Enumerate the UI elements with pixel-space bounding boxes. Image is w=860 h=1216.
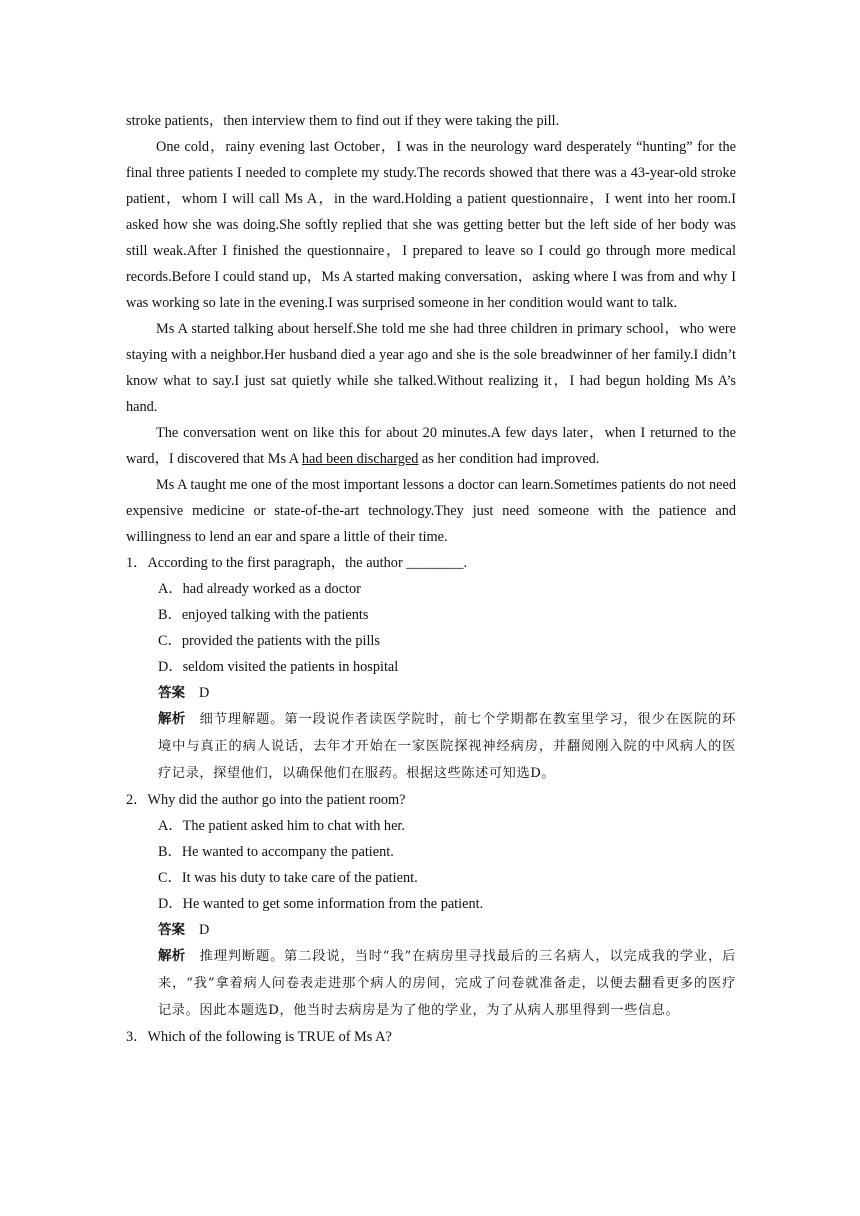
question-2-explanation (126, 943, 736, 1024)
passage-paragraph-hunting: One cold，rainy evening last October，I was in the neurology ward desperately “hunting” for the final three patients I needed to complete my study.The records showed that there was a 43-year-old stroke patient，whom I will call Ms A，in the ward.Holding a patient questionnaire，I went into her room.I asked how she was doing.She softly replied that she was getting better but the left side of her body was still weak.After I finished the questionnaire，I prepared to leave so I could go through more medical records.Before I could stand up，Ms A started making conversation，asking where I was from and why I was working so late in the evening.I was surprised someone in her condition would want to talk. (126, 139, 736, 311)
passage-paragraph-discharged (126, 420, 736, 472)
explanation-text: 细节理解题。第一段说作者读医学院时，前七个学期都在教室里学习，很少在医院的环境中与真正的病人说话，去年才开始在一家医院探视神经病房，并翻阅刚入院的中风病人的医疗记录，探望他们，以确保他们在服药。根据这些陈述可知选D。 (158, 712, 737, 781)
question-1-answer (126, 680, 736, 706)
answer-label: 答案 (158, 922, 185, 938)
question-2-option-c: C．It was his duty to take care of the patient. (158, 870, 418, 886)
question-2-option-a: A．The patient asked him to chat with her. (158, 818, 405, 834)
passage-text: as her condition had improved. (418, 451, 600, 467)
question-3-stem: 3．Which of the following is TRUE of Ms A? (126, 1029, 392, 1045)
question-1-option-a: A．had already worked as a doctor (158, 581, 361, 597)
answer-label: 答案 (158, 685, 185, 701)
question-2-stem: 2．Why did the author go into the patient room? (126, 792, 406, 808)
explanation-label: 解析 (158, 948, 186, 964)
question-2-option-d: D．He wanted to get some information from the patient. (158, 896, 484, 912)
answer-value: D (199, 922, 210, 938)
question-1-option-c: C．provided the patients with the pills (158, 633, 380, 649)
question-2-answer (126, 917, 736, 943)
passage-paragraph-herself: Ms A started talking about herself.She told me she had three children in primary school，who were staying with a neighbor.Her husband died a year ago and she is the sole breadwinner of her family.I didn’t know what to say.I just sat quietly while she talked.Without realizing it，I had begun holding Ms A’s hand. (126, 321, 736, 415)
explanation-text: 推理判断题。第二段说，当时“我”在病房里寻找最后的三名病人，以完成我的学业，后来，“我”拿着病人问卷表走进那个病人的房间，完成了问卷就准备走，以便去翻看更多的医疗记录。因此本题选D，他当时去病房是为了他的学业，为了从病人那里得到一些信息。 (158, 949, 736, 1018)
question-2-option-b: B．He wanted to accompany the patient. (158, 844, 394, 860)
answer-value: D (199, 685, 210, 701)
explanation-label: 解析 (158, 711, 186, 727)
question-1-stem: 1．According to the first paragraph，the author ________. (126, 555, 468, 571)
question-1-option-d: D．seldom visited the patients in hospital (158, 659, 399, 675)
underlined-phrase: had been discharged (301, 451, 419, 467)
question-1-option-b: B．enjoyed talking with the patients (158, 607, 369, 623)
document-page (126, 108, 736, 1050)
passage-text: The conversation went on like this for about 20 minutes.A few days later，when I returned to the ward，I discovered that Ms A (126, 425, 736, 467)
question-1-explanation (126, 706, 736, 787)
passage-paragraph-lesson: Ms A taught me one of the most important lessons a doctor can learn.Sometimes patients do not need expensive medicine or state-of-the-art technology.They just need someone with the patience and willingness to lend an ear and spare a little of their time. (126, 477, 736, 545)
passage-paragraph-continued: stroke patients，then interview them to find out if they were taking the pill. (126, 113, 560, 129)
